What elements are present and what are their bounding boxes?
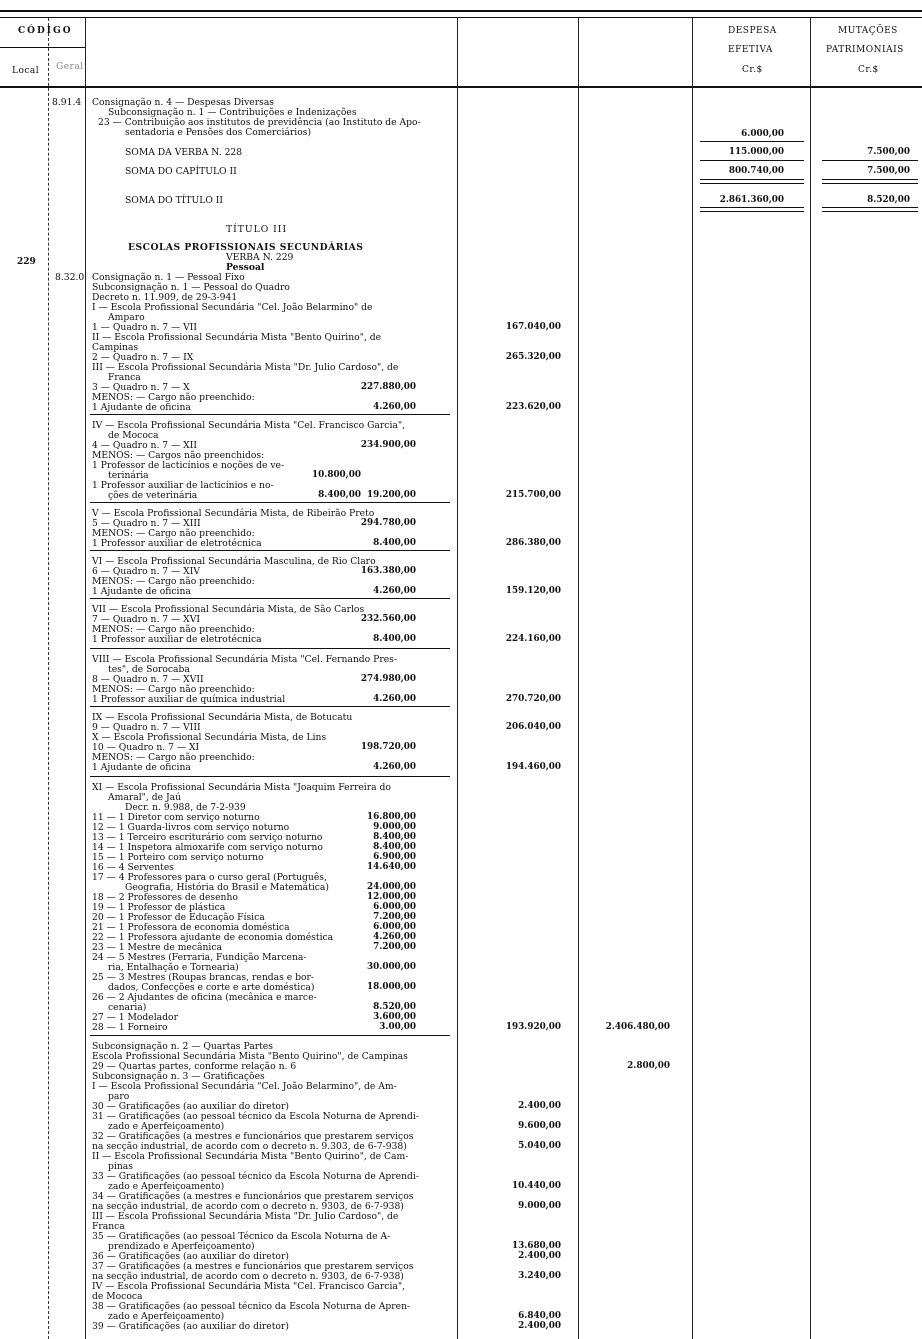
soma-verba-mutacoes: 7.500,00 bbox=[867, 147, 910, 157]
col-rule-3 bbox=[692, 18, 693, 1339]
line-text: MENOS: — Cargo não preenchido: bbox=[92, 392, 255, 403]
line-text: VIII — Escola Profissional Secundária Mista "Cel. Fernando Pres- bbox=[92, 654, 397, 665]
line-text: 34 — Gratificações (a mestres e funcionários que prestarem serviços bbox=[92, 1191, 414, 1202]
rule-m3b bbox=[822, 183, 918, 184]
titulo-verba: VERBA N. 229 bbox=[226, 252, 294, 263]
line-text: zado e Aperfeiçoamento) bbox=[108, 1121, 225, 1132]
line-text: 1 Professor auxiliar de química industrial bbox=[92, 694, 286, 705]
line-text: na secção industrial, de acordo com o decreto n. 9.303, de 6-7-938) bbox=[92, 1141, 407, 1152]
codigo-underline bbox=[0, 47, 85, 48]
line-text: IV — Escola Profissional Secundária Mista "Cel. Francisco Garcia", bbox=[92, 420, 406, 431]
col-rule-2 bbox=[578, 18, 579, 1339]
line-text: ções de veterinária bbox=[108, 490, 198, 501]
line-value-c3: 2.800,00 bbox=[627, 1061, 670, 1071]
line-text: pinas bbox=[108, 1161, 133, 1172]
line-text: 35 — Gratificações (ao pessoal Técnico da Escola Noturna de A- bbox=[92, 1231, 391, 1242]
line-text: 39 — Gratificações (ao auxiliar do diretor) bbox=[92, 1321, 289, 1332]
line-text: IV — Escola Profissional Secundária Mista "Cel. Francisco Garcia", bbox=[92, 1281, 406, 1292]
line-text: 20 — 1 Professor de Educação Física bbox=[92, 912, 265, 923]
line-value-c1: 9.000,00 bbox=[373, 822, 416, 832]
line-value-c1: 19.200,00 bbox=[367, 490, 416, 500]
value-contrib: 6.000,00 bbox=[741, 129, 784, 139]
line-value-c1: 12.000,00 bbox=[367, 892, 416, 902]
section-rule-1 bbox=[90, 414, 450, 415]
line-text: Consignação n. 1 — Pessoal Fixo bbox=[92, 272, 245, 283]
line-text: paro bbox=[108, 1091, 130, 1102]
line-text: 9 — Quadro n. 7 — VIII bbox=[92, 722, 201, 733]
section-rule-5 bbox=[90, 648, 450, 649]
line-value-c2: 159.120,00 bbox=[505, 586, 561, 596]
line-text: MENOS: — Cargo não preenchido: bbox=[92, 576, 255, 587]
line-value-c2: 6.840,00 bbox=[518, 1311, 561, 1321]
line-text: X — Escola Profissional Secundária Mista, de Lins bbox=[92, 732, 327, 743]
line-text: 8 — Quadro n. 7 — XVII bbox=[92, 674, 204, 685]
line-text: 17 — 4 Professores para o curso geral (Português, bbox=[92, 872, 327, 883]
line-value-c1: 14.640,00 bbox=[367, 862, 416, 872]
header-despesa-3: Cr.$ bbox=[742, 65, 763, 75]
line-text: 30 — Gratificações (ao auxiliar do diretor) bbox=[92, 1101, 289, 1112]
line-text: 23 — 1 Mestre de mecânica bbox=[92, 942, 222, 953]
line-text: 1 Professor auxiliar de lacticínios e no- bbox=[92, 480, 274, 491]
soma-capitulo-mutacoes: 7.500,00 bbox=[867, 166, 910, 176]
top-line-3: 23 — Contribuição aos institutos de previdência (ao Instituto de Apo- bbox=[98, 117, 421, 128]
header-mutacoes-2: PATRIMONIAIS bbox=[826, 45, 904, 55]
line-value-c0: 8.400,00 bbox=[318, 490, 361, 500]
rule-d3 bbox=[700, 179, 804, 180]
line-text: III — Escola Profissional Secundária Mista "Dr. Julio Cardoso", de bbox=[92, 1211, 399, 1222]
line-text: 1 Ajudante de oficina bbox=[92, 586, 191, 597]
line-text: 2 — Quadro n. 7 — IX bbox=[92, 352, 194, 363]
line-value-c2: 270.720,00 bbox=[505, 694, 561, 704]
line-value-c2: 2.400,00 bbox=[518, 1251, 561, 1261]
line-value-c2: 9.000,00 bbox=[518, 1201, 561, 1211]
line-value-c2: 9.600,00 bbox=[518, 1121, 561, 1131]
line-text: 1 Professor auxiliar de eletrotécnica bbox=[92, 538, 262, 549]
line-value-c1: 24.000,00 bbox=[367, 882, 416, 892]
line-value-c1: 163.380,00 bbox=[360, 566, 416, 576]
line-text: 21 — 1 Professora de economia doméstica bbox=[92, 922, 290, 933]
line-text: 5 — Quadro n. 7 — XIII bbox=[92, 518, 201, 529]
header-codigo: CÓDIGO bbox=[18, 26, 73, 36]
titulo-pessoal: Pessoal bbox=[226, 262, 265, 273]
line-text: 13 — 1 Terceiro escriturário com serviço noturno bbox=[92, 832, 323, 843]
top-rule bbox=[0, 10, 922, 12]
line-text: 3 — Quadro n. 7 — X bbox=[92, 382, 190, 393]
line-text: 1 Professor auxiliar de eletrotécnica bbox=[92, 634, 262, 645]
line-value-c2: 2.400,00 bbox=[518, 1101, 561, 1111]
line-value-c2: 215.700,00 bbox=[505, 490, 561, 500]
line-value-c1: 18.000,00 bbox=[367, 982, 416, 992]
line-text: 38 — Gratificações (ao pessoal técnico da Escola Noturna de Apren- bbox=[92, 1301, 411, 1312]
header-bottom-rule bbox=[0, 86, 922, 88]
line-value-c1: 198.720,00 bbox=[360, 742, 416, 752]
top-line-1: Consignação n. 4 — Despesas Diversas bbox=[92, 97, 275, 108]
line-text: VII — Escola Profissional Secundária Mista, de São Carlos bbox=[92, 604, 365, 615]
line-value-c0: 10.800,00 bbox=[312, 470, 361, 480]
line-value-c1: 227.880,00 bbox=[360, 382, 416, 392]
line-text: Subconsignação n. 2 — Quartas Partes bbox=[92, 1041, 273, 1052]
section-rule-6 bbox=[90, 706, 450, 707]
line-text: 10 — Quadro n. 7 — XI bbox=[92, 742, 200, 753]
line-value-c2: 3.240,00 bbox=[518, 1271, 561, 1281]
line-text: prendizado e Aperfeiçoamento) bbox=[108, 1241, 255, 1252]
line-value-c1: 7.200,00 bbox=[373, 942, 416, 952]
code-8914: 8.91.4 bbox=[52, 97, 82, 108]
line-value-c2: 5.040,00 bbox=[518, 1141, 561, 1151]
line-text: zado e Aperfeiçoamento) bbox=[108, 1181, 225, 1192]
line-text: 12 — 1 Guarda-livros com serviço noturno bbox=[92, 822, 290, 833]
line-text: 7 — Quadro n. 7 — XVI bbox=[92, 614, 200, 625]
line-text: Amaral", de Jaú bbox=[108, 792, 182, 803]
line-text: 1 Ajudante de oficina bbox=[92, 402, 191, 413]
rule-d4b bbox=[700, 211, 804, 212]
line-text: 32 — Gratificações (a mestres e funcionários que prestarem serviços bbox=[92, 1131, 414, 1142]
rule-d2 bbox=[700, 160, 804, 161]
line-text: Decreto n. 11.909, de 29-3-941 bbox=[92, 292, 238, 303]
line-value-c1: 30.000,00 bbox=[367, 962, 416, 972]
top-line-4: sentadoria e Pensões dos Comerciários) bbox=[125, 127, 312, 138]
soma-verba-despesa: 115.000,00 bbox=[728, 147, 784, 157]
rule-d1 bbox=[700, 141, 804, 142]
line-value-c2: 206.040,00 bbox=[505, 722, 561, 732]
line-value-c1: 234.900,00 bbox=[360, 440, 416, 450]
section-rule-3 bbox=[90, 550, 450, 551]
line-text: 11 — 1 Diretor com serviço noturno bbox=[92, 812, 260, 823]
line-text: Geografia, História do Brasil e Matemática) bbox=[125, 882, 329, 893]
top-line-2: Subconsignação n. 1 — Contribuições e Indenizações bbox=[108, 107, 357, 118]
section-rule-2 bbox=[90, 502, 450, 503]
line-value-c2: 2.400,00 bbox=[518, 1321, 561, 1331]
line-text: 4 — Quadro n. 7 — XII bbox=[92, 440, 197, 451]
line-value-c2: 193.920,00 bbox=[505, 1022, 561, 1032]
header-mutacoes-1: MUTAÇÕES bbox=[838, 26, 898, 36]
line-text: 33 — Gratificações (ao pessoal técnico da Escola Noturna de Aprendi- bbox=[92, 1171, 419, 1182]
line-value-c2: 10.440,00 bbox=[512, 1181, 561, 1191]
line-value-c1: 6.000,00 bbox=[373, 922, 416, 932]
soma-capitulo-label: SOMA DO CAPÍTULO II bbox=[125, 166, 237, 177]
titulo-escolas: ESCOLAS PROFISSIONAIS SECUNDÁRIAS bbox=[128, 242, 364, 253]
line-text: 1 Professor de lacticínios e noções de ve- bbox=[92, 460, 285, 471]
line-text: 37 — Gratificações (a mestres e funcionários que prestarem serviços bbox=[92, 1261, 414, 1272]
line-text: 31 — Gratificações (ao pessoal técnico da Escola Noturna de Aprendi- bbox=[92, 1111, 419, 1122]
line-text: 18 — 2 Professores de desenho bbox=[92, 892, 238, 903]
line-text: Franca bbox=[92, 1221, 125, 1232]
line-text: terinária bbox=[108, 470, 149, 481]
line-value-c1: 3.00,00 bbox=[379, 1022, 416, 1032]
line-value-c1: 16.800,00 bbox=[367, 812, 416, 822]
line-text: 28 — 1 Forneiro bbox=[92, 1022, 168, 1033]
line-value-c2: 223.620,00 bbox=[505, 402, 561, 412]
soma-titulo-mutacoes: 8.520,00 bbox=[867, 195, 910, 205]
line-text: na secção industrial, de acordo com o decreto n. 9303, de 6-7-938) bbox=[92, 1271, 404, 1282]
line-value-c1: 8.400,00 bbox=[373, 538, 416, 548]
line-text: de Mococa bbox=[108, 430, 159, 441]
line-text: tes", de Sorocaba bbox=[108, 664, 190, 675]
section-rule-8 bbox=[90, 1035, 450, 1036]
line-value-c1: 4.260,00 bbox=[373, 402, 416, 412]
header-despesa-1: DESPESA bbox=[728, 26, 777, 36]
line-text: 24 — 5 Mestres (Ferraria, Fundição Marcena- bbox=[92, 952, 307, 963]
line-text: I — Escola Profissional Secundária "Cel. João Belarmino" de bbox=[92, 302, 373, 313]
line-value-c2: 265.320,00 bbox=[505, 352, 561, 362]
line-text: XI — Escola Profissional Secundária Mista "Joaquim Ferreira do bbox=[92, 782, 391, 793]
line-text: II — Escola Profissional Secundária Mista "Bento Quirino", de Cam- bbox=[92, 1151, 409, 1162]
line-text: MENOS: — Cargo não preenchido: bbox=[92, 752, 255, 763]
line-value-c2: 13.680,00 bbox=[512, 1241, 561, 1251]
line-text: 29 — Quartas partes, conforme relação n. 6 bbox=[92, 1061, 297, 1072]
line-text: dados, Confecções e corte e arte doméstica) bbox=[108, 982, 315, 993]
soma-titulo-despesa: 2.861.360,00 bbox=[719, 195, 784, 205]
line-value-c1: 7.200,00 bbox=[373, 912, 416, 922]
line-text: zado e Aperfeiçoamento) bbox=[108, 1311, 225, 1322]
line-text: ria, Entalhação e Tornearia) bbox=[108, 962, 239, 973]
line-value-c2: 194.460,00 bbox=[505, 762, 561, 772]
line-text: cenaria) bbox=[108, 1002, 147, 1013]
line-value-c1: 274.980,00 bbox=[360, 674, 416, 684]
line-text: III — Escola Profissional Secundária Mista "Dr. Julio Cardoso", de bbox=[92, 362, 399, 373]
line-value-c1: 4.260,00 bbox=[373, 694, 416, 704]
line-value-c1: 8.520,00 bbox=[373, 1002, 416, 1012]
rule-m4b bbox=[822, 211, 918, 212]
rule-m2 bbox=[822, 160, 918, 161]
header-local: Local bbox=[12, 66, 40, 76]
line-text: de Mococa bbox=[92, 1291, 143, 1302]
code-8320: 8.32.0 bbox=[55, 272, 85, 283]
header-despesa-2: EFETIVA bbox=[728, 45, 773, 55]
line-text: Campinas bbox=[92, 342, 139, 353]
line-value-c1: 3.600,00 bbox=[373, 1012, 416, 1022]
line-text: na secção industrial, de acordo com o decreto n. 9303, de 6-7-938) bbox=[92, 1201, 404, 1212]
rule-d3b bbox=[700, 183, 804, 184]
line-text: 26 — 2 Ajudantes de oficina (mecânica e marce- bbox=[92, 992, 317, 1003]
line-text: V — Escola Profissional Secundária Mista, de Ribeirão Preto bbox=[92, 508, 375, 519]
line-text: Amparo bbox=[108, 312, 145, 323]
line-text: MENOS: — Cargos não preenchidos: bbox=[92, 450, 265, 461]
line-value-c1: 6.000,00 bbox=[373, 902, 416, 912]
line-text: 25 — 3 Mestres (Roupas brancas, rendas e bor- bbox=[92, 972, 314, 983]
line-text: I — Escola Profissional Secundária "Cel. João Belarmino", de Am- bbox=[92, 1081, 397, 1092]
line-text: 19 — 1 Professor de plástica bbox=[92, 902, 226, 913]
line-text: Franca bbox=[108, 372, 141, 383]
line-value-c1: 6.900,00 bbox=[373, 852, 416, 862]
line-text: 36 — Gratificações (ao auxiliar do diretor) bbox=[92, 1251, 289, 1262]
line-text: Subconsignação n. 3 — Gratificações bbox=[92, 1071, 265, 1082]
line-value-c1: 8.400,00 bbox=[373, 634, 416, 644]
section-rule-7 bbox=[90, 776, 450, 777]
soma-capitulo-despesa: 800.740,00 bbox=[728, 166, 784, 176]
col-rule-1 bbox=[457, 18, 458, 1339]
line-value-c2: 286.380,00 bbox=[505, 538, 561, 548]
rule-m3 bbox=[822, 179, 918, 180]
line-text: Escola Profissional Secundária Mista "Bento Quirino", de Campinas bbox=[92, 1051, 408, 1062]
line-value-c1: 4.260,00 bbox=[373, 762, 416, 772]
rule-m4 bbox=[822, 207, 918, 208]
col-rule-4 bbox=[810, 18, 811, 1339]
line-text: MENOS: — Cargo não preenchido: bbox=[92, 624, 255, 635]
line-text: Subconsignação n. 1 — Pessoal do Quadro bbox=[92, 282, 290, 293]
line-text: II — Escola Profissional Secundária Mista "Bento Quirino", de bbox=[92, 332, 382, 343]
page-number: 229 bbox=[17, 257, 36, 267]
titulo-iii: TÍTULO III bbox=[226, 224, 288, 235]
line-value-c2: 224.160,00 bbox=[505, 634, 561, 644]
line-text: 1 Ajudante de oficina bbox=[92, 762, 191, 773]
line-text: 16 — 4 Serventes bbox=[92, 862, 174, 873]
line-value-c1: 294.780,00 bbox=[360, 518, 416, 528]
line-text: 14 — 1 Inspetora almoxarife com serviço noturno bbox=[92, 842, 323, 853]
line-text: IX — Escola Profissional Secundária Mista, de Botucatu bbox=[92, 712, 353, 723]
top-rule-2 bbox=[0, 17, 922, 18]
line-text: 6 — Quadro n. 7 — XIV bbox=[92, 566, 200, 577]
line-text: 1 — Quadro n. 7 — VII bbox=[92, 322, 198, 333]
header-geral: Geral bbox=[56, 62, 84, 72]
soma-verba-label: SOMA DA VERBA N. 228 bbox=[125, 147, 243, 158]
line-text: 22 — 1 Professora ajudante de economia doméstica bbox=[92, 932, 334, 943]
line-value-c1: 4.260,00 bbox=[373, 932, 416, 942]
line-text: 15 — 1 Porteiro com serviço noturno bbox=[92, 852, 264, 863]
line-text: MENOS: — Cargo não preenchido: bbox=[92, 684, 255, 695]
col-rule-local bbox=[48, 18, 49, 1339]
soma-titulo-label: SOMA DO TÍTULO II bbox=[125, 195, 224, 206]
header-mutacoes-3: Cr.$ bbox=[858, 65, 879, 75]
line-value-c1: 232.560,00 bbox=[360, 614, 416, 624]
line-value-c1: 4.260,00 bbox=[373, 586, 416, 596]
line-value-c1: 8.400,00 bbox=[373, 832, 416, 842]
line-value-c2: 167.040,00 bbox=[505, 322, 561, 332]
line-text: VI — Escola Profissional Secundária Masculina, de Rio Claro bbox=[92, 556, 376, 567]
line-value-c3: 2.406.480,00 bbox=[605, 1022, 670, 1032]
col-rule-geral bbox=[85, 18, 86, 1339]
line-text: Decr. n. 9.988, de 7-2-939 bbox=[125, 802, 246, 813]
line-value-c1: 8.400,00 bbox=[373, 842, 416, 852]
line-text: 27 — 1 Modelador bbox=[92, 1012, 178, 1023]
rule-d4 bbox=[700, 207, 804, 208]
line-text: MENOS: — Cargo não preenchido: bbox=[92, 528, 255, 539]
section-rule-4 bbox=[90, 598, 450, 599]
